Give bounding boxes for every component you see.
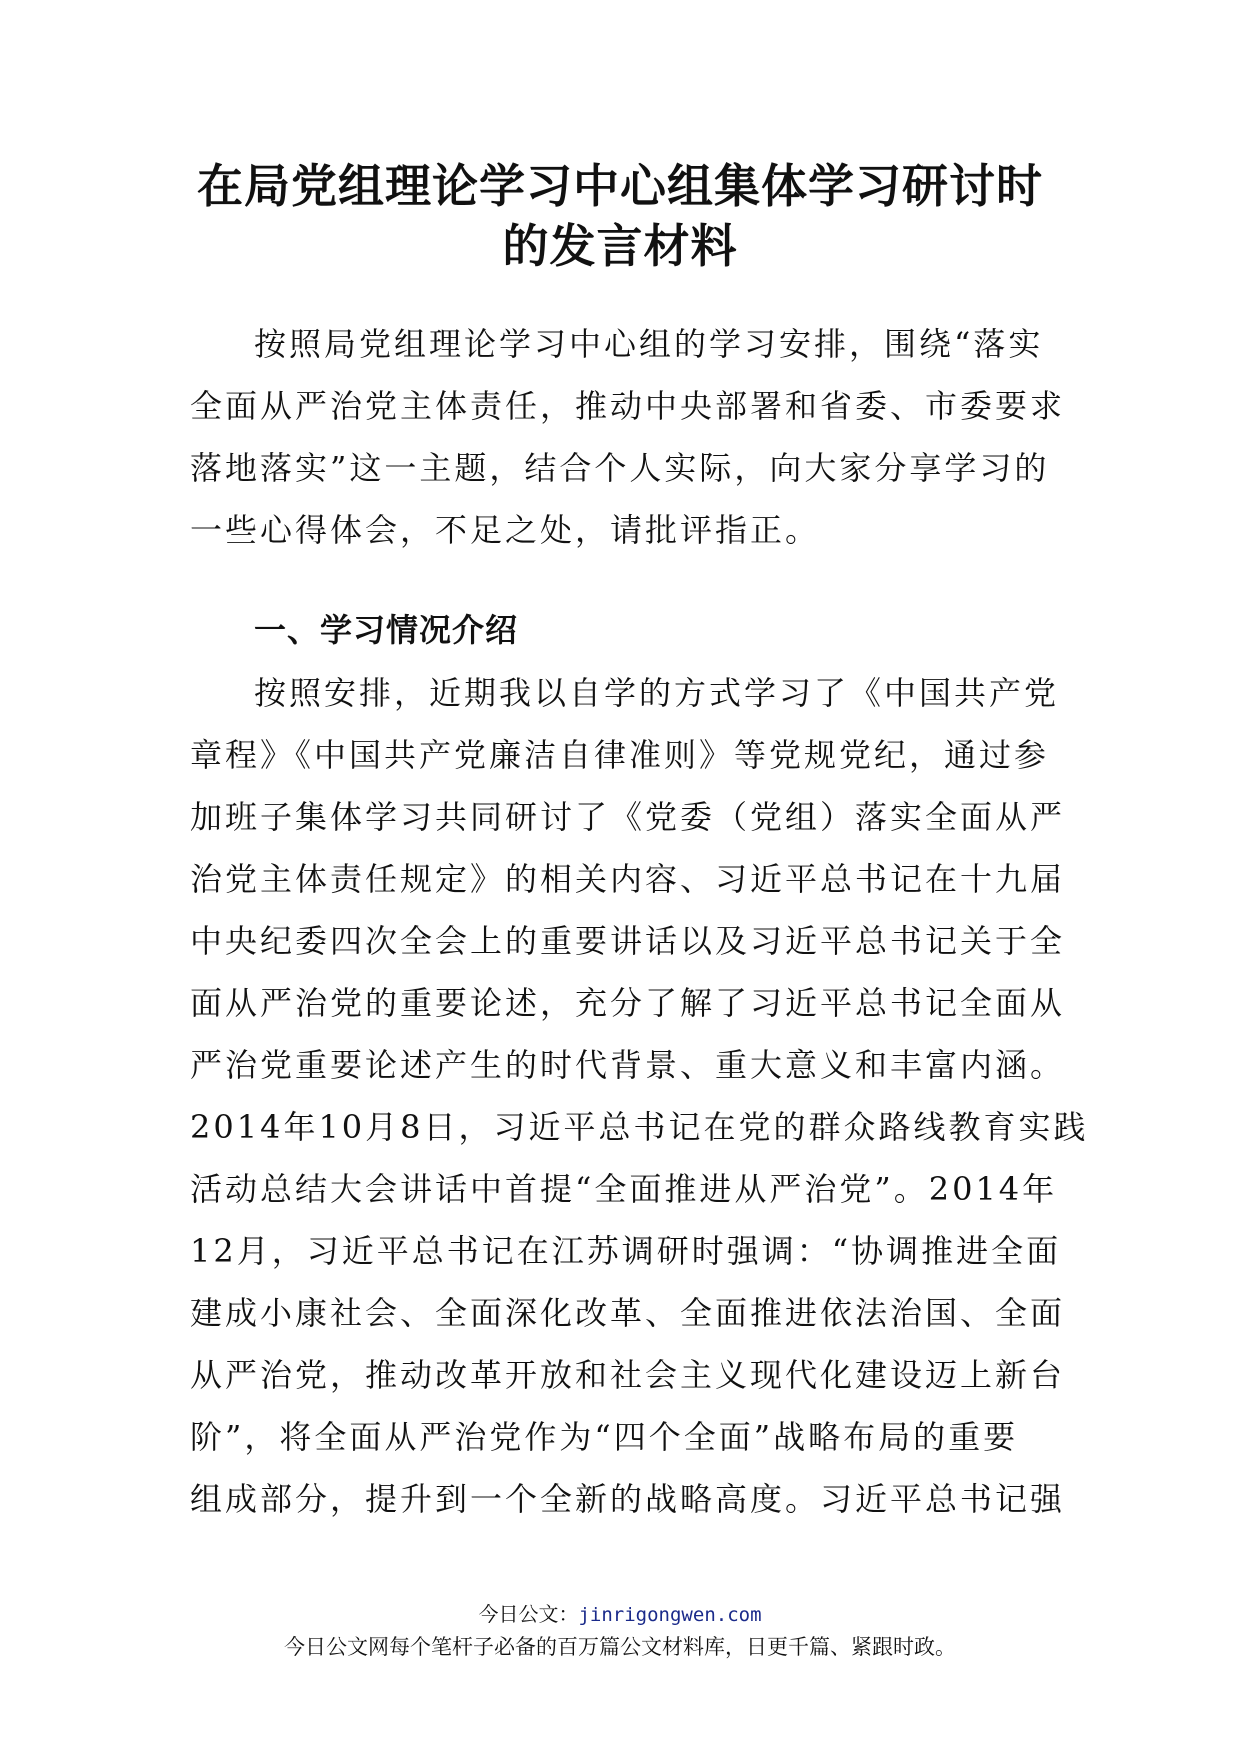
- footer-watermark-link: [0, 1600, 1240, 1629]
- section-line: 阶”，将全面从严治党作为“四个全面”战略布局的重要: [190, 1418, 1019, 1456]
- section-line: 中央纪委四次全会上的重要讲话以及习近平总书记关于全: [190, 922, 1066, 960]
- section-line: 按照安排，近期我以自学的方式学习了《中国共产党: [254, 674, 1060, 712]
- intro-line: 全面从严治党主体责任，推动中央部署和省委、市委要求: [190, 387, 1066, 425]
- section-heading: 一、学习情况介绍: [254, 611, 519, 649]
- intro-line: 一些心得体会，不足之处，请批评指正。: [190, 511, 821, 549]
- intro-paragraph: [190, 313, 1066, 561]
- section-line: 严治党重要论述产生的时代背景、重大意义和丰富内涵。: [190, 1046, 1066, 1084]
- footer-link-url[interactable]: jinrigongwen.com: [578, 1604, 762, 1626]
- section-line: 建成小康社会、全面深化改革、全面推进依法治国、全面: [190, 1294, 1066, 1332]
- section-line: 面从严治党的重要论述，充分了解了习近平总书记全面从: [190, 984, 1066, 1022]
- section-paragraph: [190, 662, 1089, 1530]
- document-title-line-1: 在局党组理论学习中心组集体学习研讨时: [197, 159, 1043, 213]
- intro-line: 按照局党组理论学习中心组的学习安排，围绕“落实: [254, 325, 1044, 363]
- document-title-line-2: 的发言材料: [502, 219, 738, 273]
- section-line: 从严治党，推动改革开放和社会主义现代化建设迈上新台: [190, 1356, 1066, 1394]
- section-line: 治党主体责任规定》的相关内容、习近平总书记在十九届: [190, 860, 1066, 898]
- section-line: 加班子集体学习共同研讨了《党委（党组）落实全面从严: [190, 798, 1066, 836]
- section-line: 2014年10月8日，习近平总书记在党的群众路线教育实践: [190, 1108, 1089, 1146]
- section-line: 组成部分，提升到一个全新的战略高度。习近平总书记强: [190, 1480, 1066, 1518]
- section-line: 12月，习近平总书记在江苏调研时强调：“协调推进全面: [190, 1232, 1062, 1270]
- intro-line: 落地落实”这一主题，结合个人实际，向大家分享学习的: [190, 449, 1050, 487]
- footer-slogan: 今日公文网每个笔杆子必备的百万篇公文材料库，日更千篇、紧跟时政。: [284, 1635, 956, 1659]
- section-line: 活动总结大会讲话中首提“全面推进从严治党”。2014年: [190, 1170, 1058, 1208]
- footer-link-label: 今日公文：: [478, 1602, 579, 1626]
- section-line: 章程》《中国共产党廉洁自律准则》等党规党纪，通过参: [190, 736, 1050, 774]
